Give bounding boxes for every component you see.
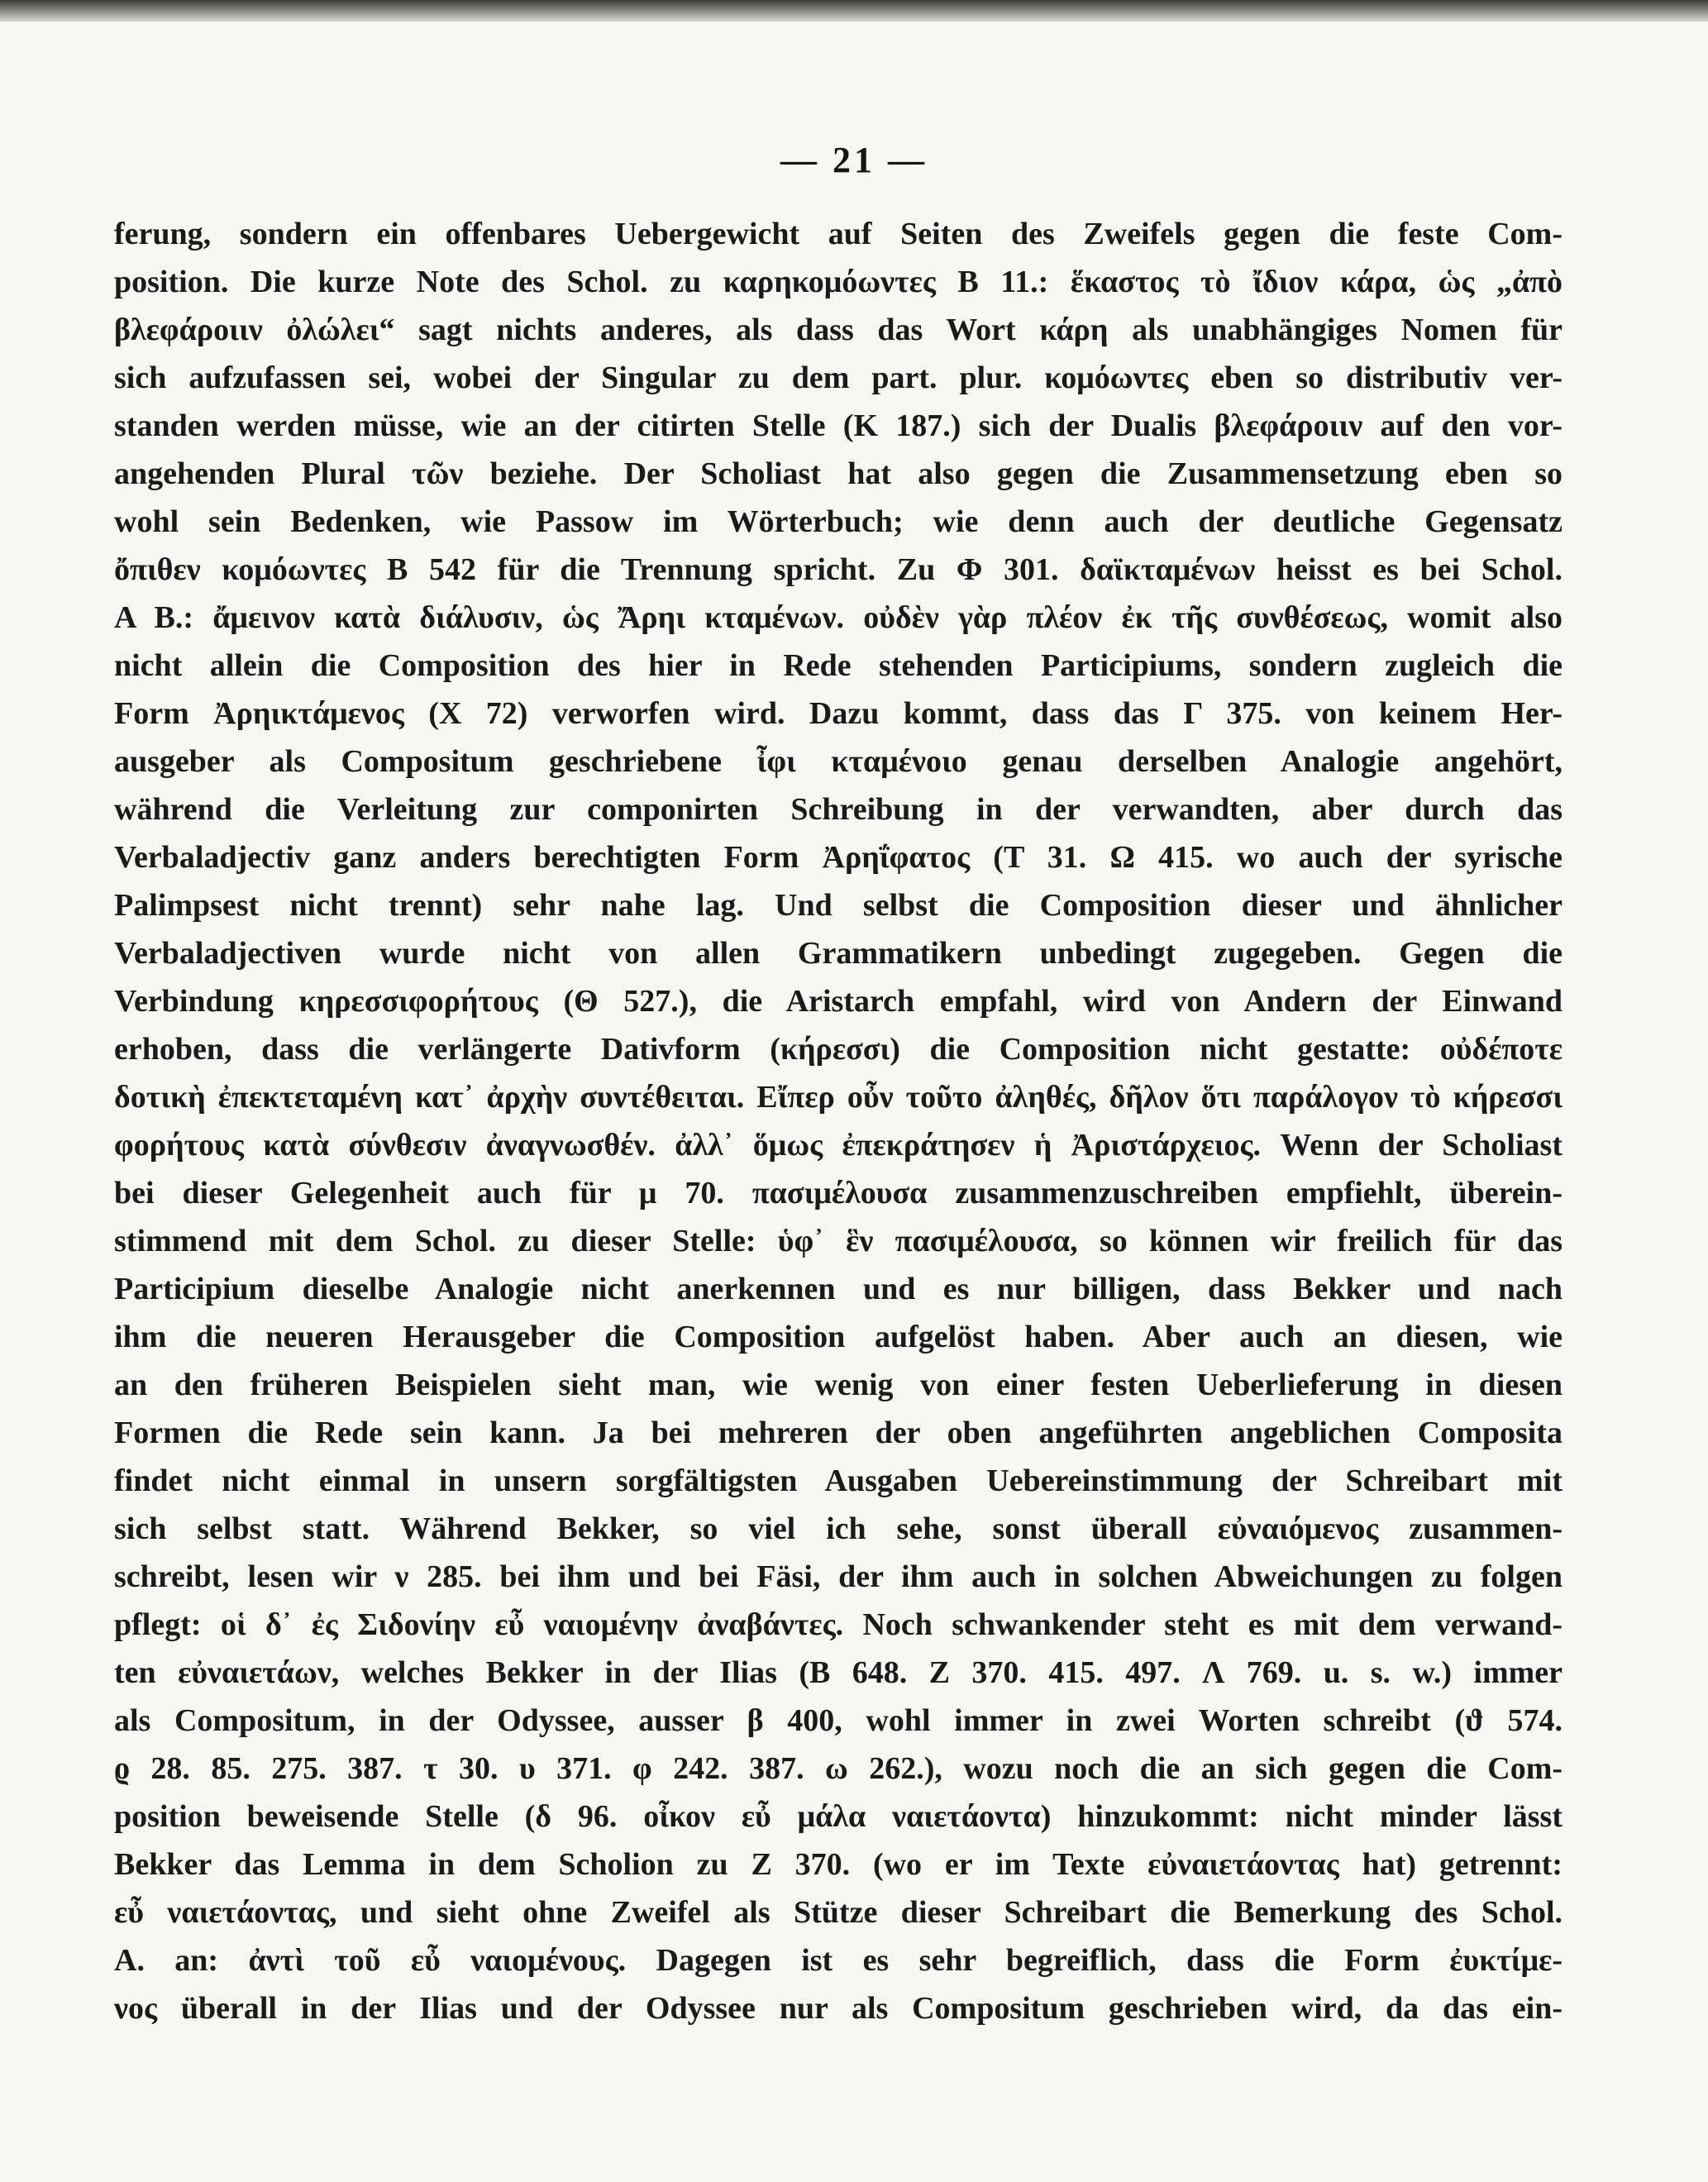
text-line: βλεφάροιιν ὀλώλει“ sagt nichts anderes, als dass das Wort κάρη als unabhängiges Nomen für bbox=[114, 313, 1562, 347]
text-line: sich selbst statt. Während Bekker, so viel ich sehe, sonst überall εὐναιόμενος zusammen- bbox=[114, 1511, 1562, 1546]
text-line: Palimpsest nicht trennt) sehr nahe lag. Und selbst die Composition dieser und ähnlicher bbox=[114, 888, 1562, 923]
text-line: Formen die Rede sein kann. Ja bei mehreren der oben angeführten angeblichen Composita bbox=[114, 1416, 1562, 1450]
text-line: erhoben, dass die verlängerte Dativform (κήρεσσι) die Composition nicht gestatte: οὐδέποτε bbox=[114, 1032, 1562, 1067]
text-line: ϱ 28. 85. 275. 387. τ 30. υ 371. φ 242. 387. ω 262.), wozu noch die an sich gegen die Com- bbox=[114, 1751, 1562, 1786]
text-line: an den früheren Beispielen sieht man, wie wenig von einer festen Ueberlieferung in diesen bbox=[114, 1368, 1562, 1402]
text-line: Verbaladjectiven wurde nicht von allen Grammatikern unbedingt zugegeben. Gegen die bbox=[114, 936, 1562, 971]
text-line: wohl sein Bedenken, wie Passow im Wörterbuch; wie denn auch der deutliche Gegensatz bbox=[114, 504, 1562, 539]
text-line: angehenden Plural τῶν beziehe. Der Scholiast hat also gegen die Zusammensetzung eben so bbox=[114, 456, 1562, 491]
text-line: pflegt: οἱ δ᾽ ἐς Σιδονίην εὖ ναιομένην ἀναβάντες. Noch schwankender steht es mit dem verwand- bbox=[114, 1607, 1562, 1642]
text-line: Verbindung κηρεσσιφορήτους (Θ 527.), die Aristarch empfahl, wird von Andern der Einwand bbox=[114, 984, 1562, 1019]
text-line: position beweisende Stelle (δ 96. οἶκον εὖ μάλα ναιετάοντα) hinzukommt: nicht minder lässt bbox=[114, 1799, 1562, 1834]
text-line: Form Ἀρηικτάμενος (X 72) verworfen wird. Dazu kommt, dass das Γ 375. von keinem Her- bbox=[114, 696, 1562, 731]
text-line: nicht allein die Composition des hier in Rede stehenden Participiums, sondern zugleich die bbox=[114, 648, 1562, 683]
text-line: Bekker das Lemma in dem Scholion zu Z 370. (wo er im Texte εὐναιετάοντας hat) getrennt: bbox=[114, 1847, 1562, 1882]
text-line: νος überall in der Ilias und der Odyssee nur als Compositum geschrieben wird, da das ein- bbox=[114, 1991, 1562, 2026]
text-line: δοτικὴ ἐπεκτεταμένη κατ᾽ ἀρχὴν συντέθειται. Εἴπερ οὖν τοῦτο ἀληθές, δῆλον ὅτι παράλογον τὸ κήρεσσι bbox=[114, 1080, 1562, 1115]
text-line: ten εὐναιετάων, welches Bekker in der Ilias (B 648. Z 370. 415. 497. Λ 769. u. s. w.) immer bbox=[114, 1655, 1562, 1690]
text-line: ferung, sondern ein offenbares Uebergewicht auf Seiten des Zweifels gegen die feste Com- bbox=[114, 217, 1562, 251]
text-line: Verbaladjectiv ganz anders berechtigten Form Ἀρηΐφατος (T 31. Ω 415. wo auch der syrische bbox=[114, 840, 1562, 875]
text-line: A B.: ἄμεινον κατὰ διάλυσιν, ὡς Ἄρηι κταμένων. οὐδὲν γὰρ πλέον ἐκ τῆς συνθέσεως, womit also bbox=[114, 600, 1562, 635]
text-line: φορήτους κατὰ σύνθεσιν ἀναγνωσθέν. ἀλλ᾽ ὅμως ἐπεκράτησεν ἡ Ἀριστάρχειος. Wenn der Scholiast bbox=[114, 1128, 1562, 1163]
text-line: stimmend mit dem Schol. zu dieser Stelle: ὑφ᾽ ἓν πασιμέλουσα, so können wir freilich für das bbox=[114, 1224, 1562, 1258]
text-line: Participium dieselbe Analogie nicht anerkennen und es nur billigen, dass Bekker und nach bbox=[114, 1272, 1562, 1306]
page-number: — 21 — bbox=[780, 140, 928, 180]
text-line: ὄπιθεν κομόωντες B 542 für die Trennung spricht. Zu Φ 301. δαϊκταμένων heisst es bei Schol. bbox=[114, 552, 1562, 587]
text-line: A. an: ἀντὶ τοῦ εὖ ναιομένους. Dagegen ist es sehr begreiflich, dass die Form ἐυκτίμε- bbox=[114, 1943, 1562, 1978]
text-line: sich aufzufassen sei, wobei der Singular zu dem part. plur. κομόωντες eben so distributiv ver- bbox=[114, 360, 1562, 395]
text-line: während die Verleitung zur componirten Schreibung in der verwandten, aber durch das bbox=[114, 792, 1562, 827]
text-line: als Compositum, in der Odyssee, ausser β 400, wohl immer in zwei Worten schreibt (ϑ 574. bbox=[114, 1703, 1562, 1738]
text-line: schreibt, lesen wir ν 285. bei ihm und bei Fäsi, der ihm auch in solchen Abweichungen zu folgen bbox=[114, 1559, 1562, 1594]
scan-top-edge bbox=[0, 0, 1708, 21]
text-line: standen werden müsse, wie an der citirten Stelle (K 187.) sich der Dualis βλεφάροιιν auf den vor- bbox=[114, 408, 1562, 443]
body-text bbox=[114, 210, 1562, 2032]
text-line: findet nicht einmal in unsern sorgfältigsten Ausgaben Uebereinstimmung der Schreibart mit bbox=[114, 1463, 1562, 1498]
text-line: position. Die kurze Note des Schol. zu καρηκομόωντες B 11.: ἕκαστος τὸ ἴδιον κάρα, ὡς „ἀπὸ bbox=[114, 265, 1562, 299]
text-line: ausgeber als Compositum geschriebene ἶφι κταμένοιο genau derselben Analogie angehört, bbox=[114, 744, 1562, 779]
text-line: εὖ ναιετάοντας, und sieht ohne Zweifel als Stütze dieser Schreibart die Bemerkung des Schol. bbox=[114, 1895, 1562, 1930]
text-line: bei dieser Gelegenheit auch für μ 70. πασιμέλουσα zusammenzuschreiben empfiehlt, überein- bbox=[114, 1176, 1562, 1210]
text-line: ihm die neueren Herausgeber die Composition aufgelöst haben. Aber auch an diesen, wie bbox=[114, 1320, 1562, 1354]
